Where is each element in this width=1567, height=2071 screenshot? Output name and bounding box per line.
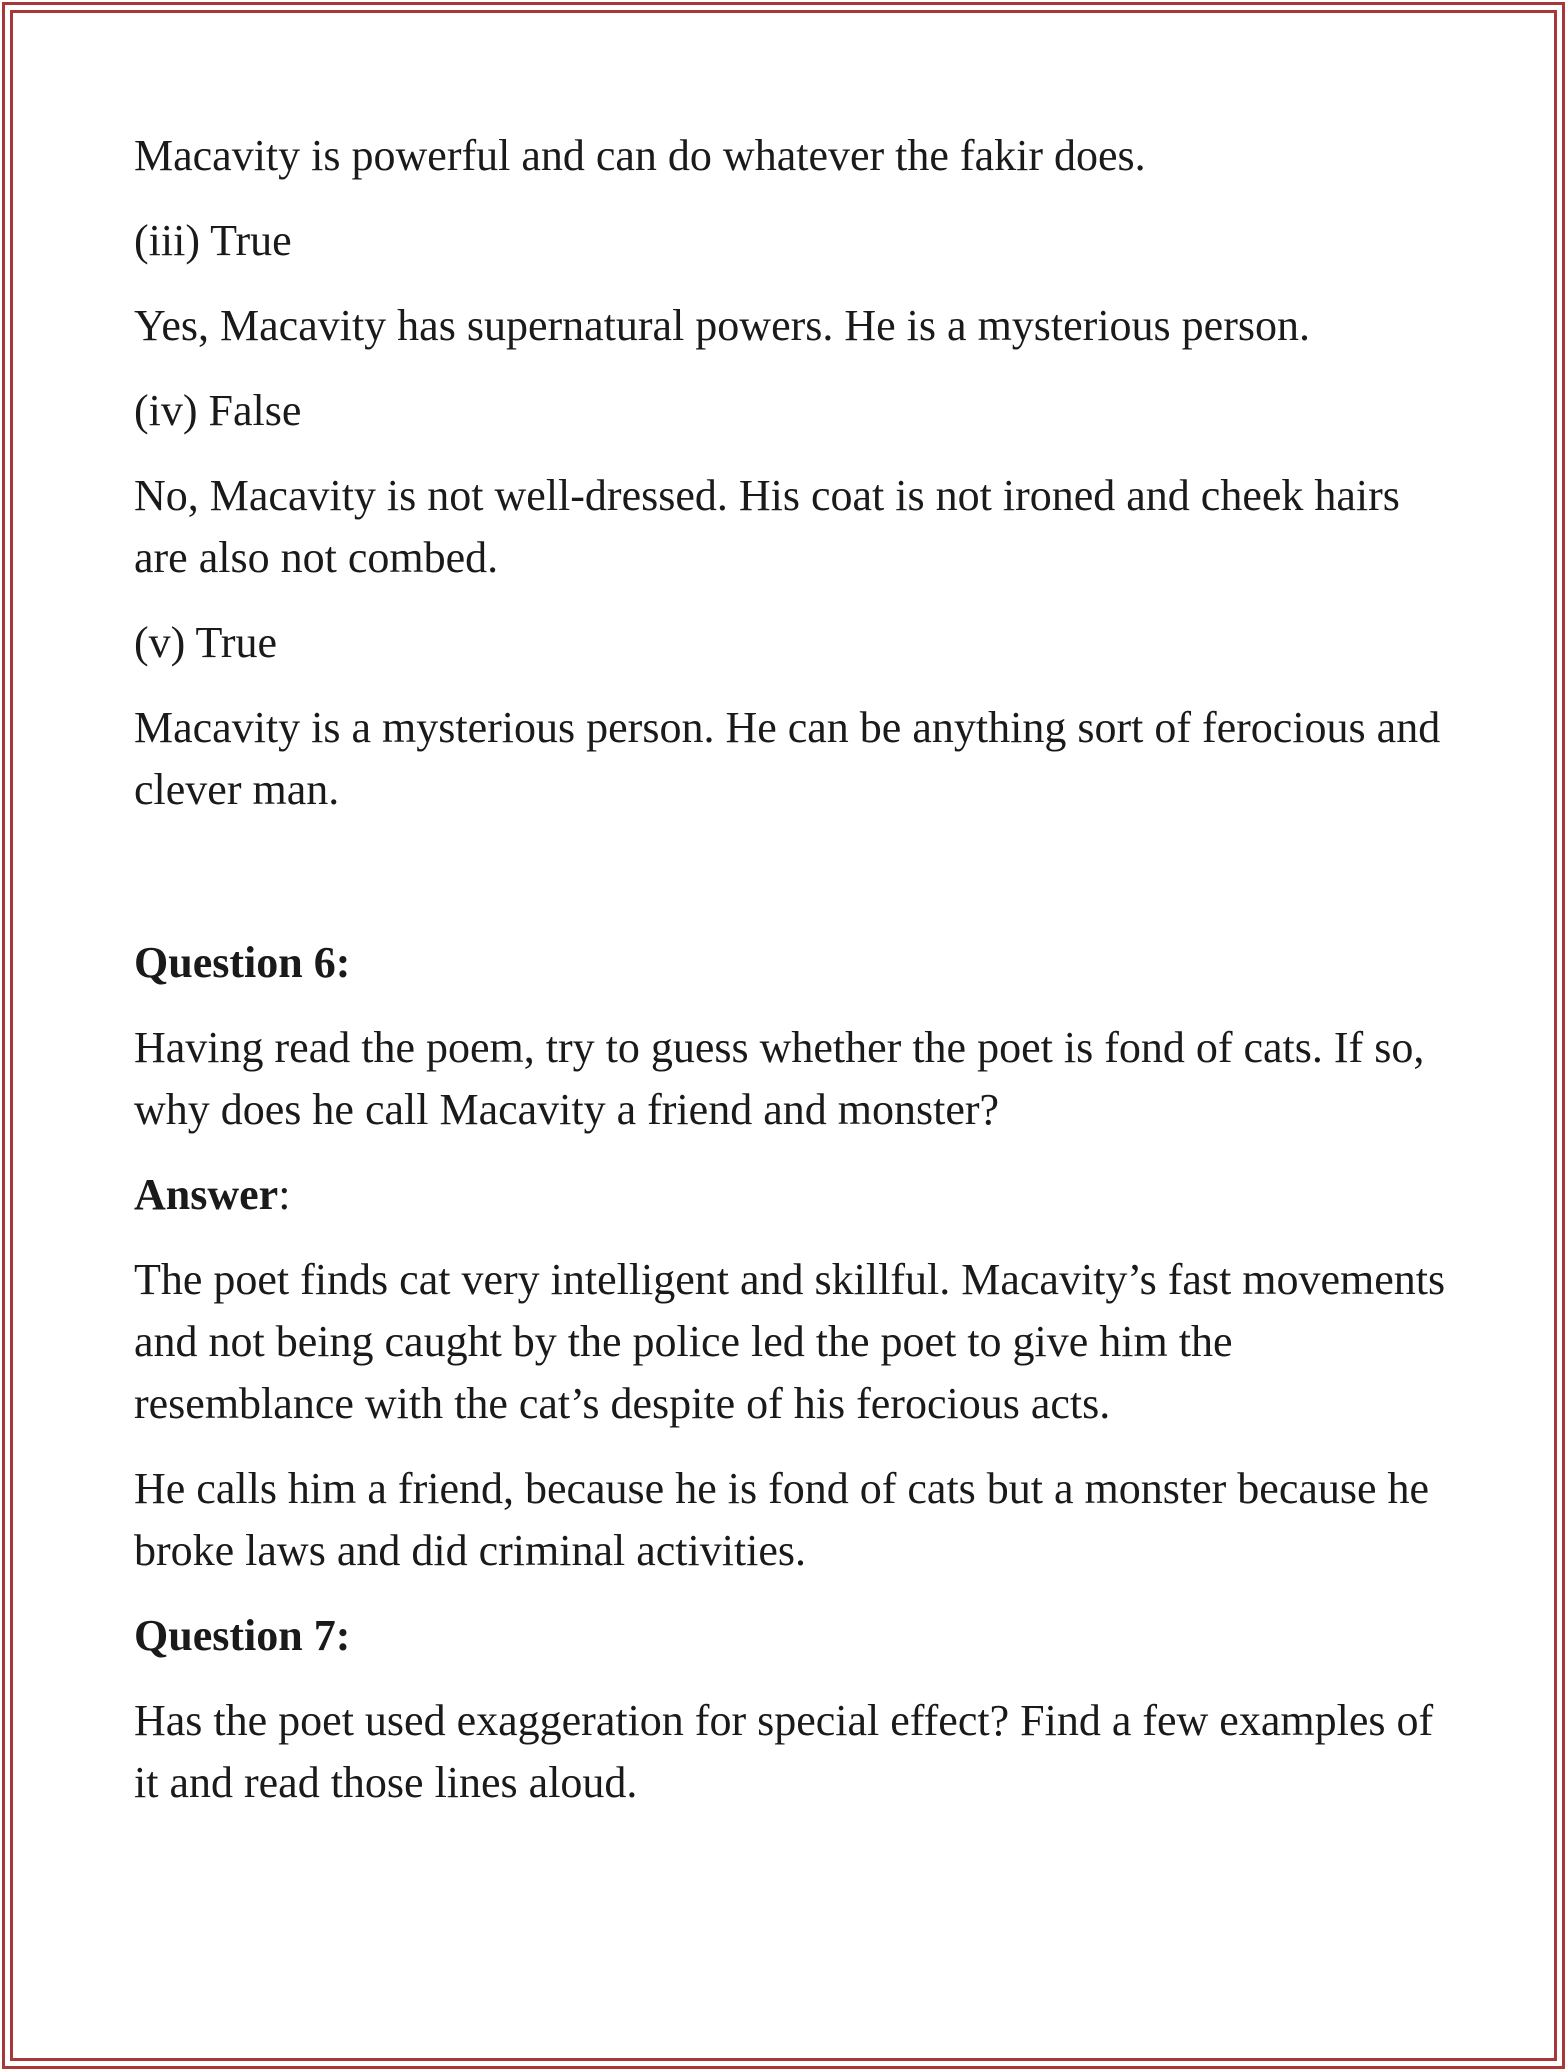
answer-text: Macavity is a mysterious person. He can be anything sort of ferocious and clever man. (134, 703, 1441, 814)
question-heading: Question 7: (134, 1611, 351, 1660)
answer-heading (134, 1164, 1454, 1226)
section-spacer (134, 844, 1454, 932)
answer-text: No, Macavity is not well-dressed. His coat is not ironed and cheek hairs are also not combed. (134, 471, 1400, 582)
answer-option-iv: (iv) False (134, 386, 302, 435)
answer-text: The poet finds cat very intelligent and skillful. Macavity’s fast movements and not being caught by the police led the poet to give him the resemblance with the cat’s despite of his ferocious acts. (134, 1255, 1446, 1428)
question-text: Has the poet used exaggeration for special effect? Find a few examples of it and read those lines aloud. (134, 1696, 1434, 1807)
question-text: Having read the poem, try to guess whether the poet is fond of cats. If so, why does he call Macavity a friend and monster? (134, 1023, 1425, 1134)
question-heading: Question 6: (134, 938, 351, 987)
answer-text: Yes, Macavity has supernatural powers. He is a mysterious person. (134, 301, 1310, 350)
answer-label-colon: : (278, 1170, 291, 1219)
answer-text: Macavity is powerful and can do whatever the fakir does. (134, 131, 1146, 180)
answer-text: He calls him a friend, because he is fond of cats but a monster because he broke laws and did criminal activities. (134, 1464, 1430, 1575)
answer-label: Answer (134, 1170, 279, 1219)
answer-option-iii: (iii) True (134, 216, 292, 265)
document-body (134, 125, 1454, 1837)
answer-option-v: (v) True (134, 618, 278, 667)
